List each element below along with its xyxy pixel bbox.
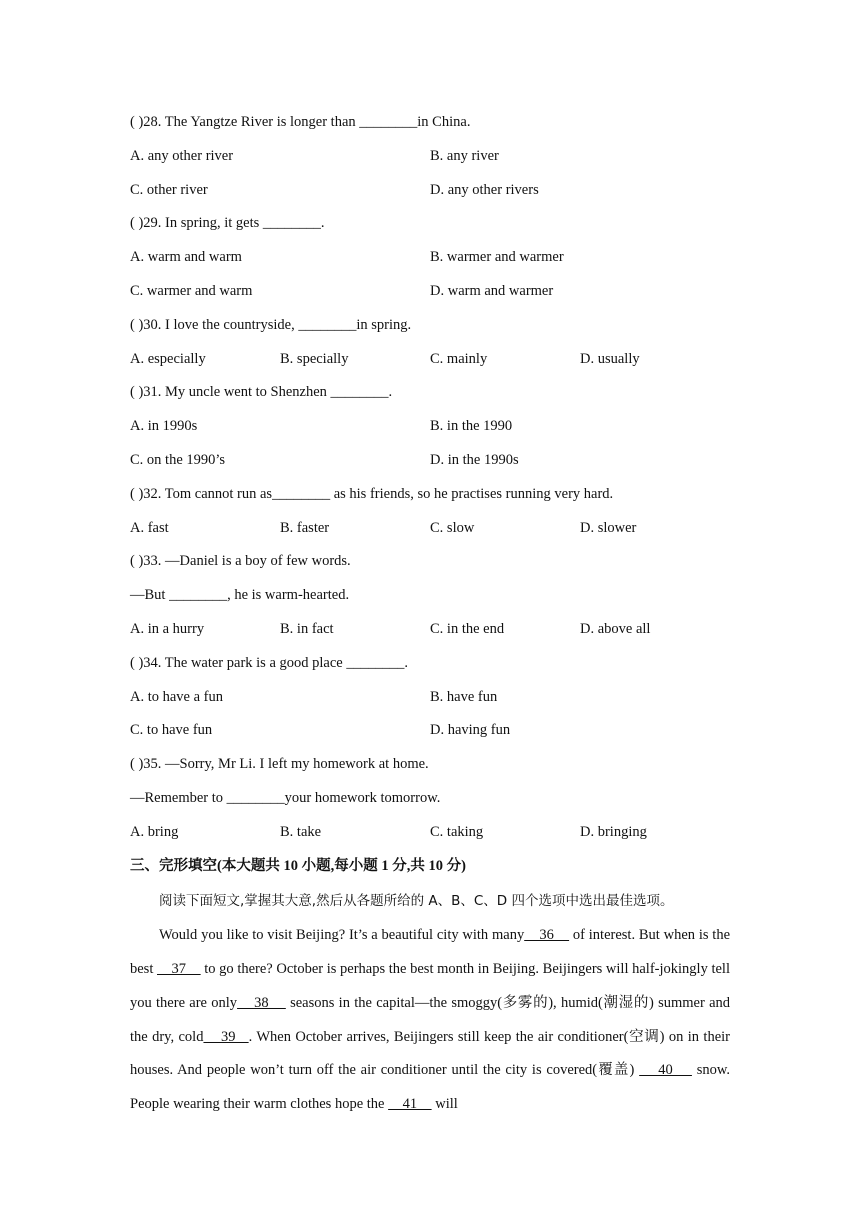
cloze-instruction	[130, 885, 730, 919]
question-stem: ( )32. Tom cannot run as________ as his friends, so he practises running very hard.	[130, 485, 614, 502]
answer-option[interactable]: B. in the 1990	[430, 418, 513, 435]
blank-39: 39	[203, 1028, 249, 1045]
option-row	[130, 412, 730, 446]
passage-text: seasons in the capital—the smoggy(多雾的), humid(潮湿的) summer and the dry, cold	[130, 994, 731, 1045]
answer-option[interactable]: A. to have a fun	[130, 688, 224, 705]
option-row	[130, 277, 730, 311]
option-row	[130, 818, 730, 852]
answer-option[interactable]: D. usually	[580, 350, 640, 367]
answer-option[interactable]: C. in the end	[430, 620, 505, 637]
passage-text: . When October arrives, Beijingers still keep the air conditioner(空调) on in their houses. And people won’t turn off the air conditioner until the city is covered(覆盖)	[130, 1028, 730, 1079]
question-stem: ( )35. —Sorry, Mr Li. I left my homework at home.	[130, 756, 429, 773]
answer-option[interactable]: C. to have fun	[130, 722, 213, 739]
answer-option[interactable]: A. any other river	[130, 147, 234, 164]
question-stem-reply: —Remember to ________your homework tomorrow.	[130, 789, 441, 806]
option-row	[130, 683, 730, 717]
answer-option[interactable]: B. in fact	[280, 620, 334, 637]
passage-text: will	[431, 1096, 458, 1113]
blank-40: 40	[639, 1062, 692, 1079]
question-stem: ( )29. In spring, it gets ________.	[130, 215, 325, 232]
question-stem-reply: —But ________, he is warm-hearted.	[130, 587, 350, 604]
answer-option[interactable]: D. warm and warmer	[430, 282, 554, 299]
option-row	[130, 716, 730, 750]
option-row	[130, 615, 730, 649]
option-row	[130, 446, 730, 480]
passage-text: to go there? October is perhaps the best month in Beijing. Beijingers will half-jokingly tell you there are only	[130, 960, 730, 1011]
question-stem: ( )34. The water park is a good place ________.	[130, 654, 408, 671]
answer-option[interactable]: C. slow	[430, 519, 475, 536]
passage-text: snow. People wearing their warm clothes hope the	[130, 1062, 730, 1113]
exam-page	[130, 108, 730, 1122]
answer-option[interactable]: A. bring	[130, 823, 179, 840]
blank-41: 41	[388, 1096, 432, 1113]
answer-option[interactable]: C. mainly	[430, 350, 488, 367]
question-stem: ( )30. I love the countryside, ________in spring.	[130, 316, 412, 333]
answer-option[interactable]: A. especially	[130, 350, 206, 367]
answer-option[interactable]: C. on the 1990’s	[130, 451, 226, 468]
answer-option[interactable]: C. other river	[130, 181, 208, 198]
answer-option[interactable]: A. warm and warm	[130, 249, 242, 266]
option-row	[130, 345, 730, 379]
cloze-passage	[130, 919, 730, 1122]
answer-option[interactable]: D. having fun	[430, 722, 511, 739]
answer-option[interactable]: B. have fun	[430, 688, 498, 705]
answer-option[interactable]: C. warmer and warm	[130, 282, 253, 299]
option-row	[130, 243, 730, 277]
answer-option[interactable]: C. taking	[430, 823, 484, 840]
blank-38: 38	[237, 994, 286, 1011]
answer-option[interactable]: D. slower	[580, 519, 637, 536]
answer-option[interactable]: B. any river	[430, 147, 499, 164]
answer-option[interactable]: B. take	[280, 823, 322, 840]
answer-option[interactable]: A. fast	[130, 519, 169, 536]
option-row	[130, 514, 730, 548]
answer-option[interactable]: A. in a hurry	[130, 620, 205, 637]
answer-option[interactable]: A. in 1990s	[130, 418, 198, 435]
passage-text: Would you like to visit Beijing? It’s a beautiful city with many	[159, 927, 525, 944]
answer-option[interactable]: D. any other rivers	[430, 181, 539, 198]
question-stem: ( )28. The Yangtze River is longer than ________in China.	[130, 114, 471, 130]
question-stem: ( )31. My uncle went to Shenzhen ________.	[130, 384, 393, 401]
question-list	[130, 108, 730, 852]
answer-option[interactable]: D. above all	[580, 620, 651, 637]
passage-text: of interest. But when is the best	[130, 927, 731, 977]
blank-36: 36	[524, 927, 570, 944]
answer-option[interactable]: D. bringing	[580, 823, 647, 840]
question-stem: ( )33. —Daniel is a boy of few words.	[130, 553, 351, 570]
option-row	[130, 142, 730, 176]
answer-option[interactable]: D. in the 1990s	[430, 451, 519, 468]
answer-option[interactable]: B. faster	[280, 519, 330, 536]
option-row	[130, 176, 730, 210]
section-title: 三、完形填空(本大题共 10 小题,每小题 1 分,共 10 分)	[130, 857, 466, 874]
answer-option[interactable]: B. warmer and warmer	[430, 249, 564, 266]
blank-37: 37	[157, 960, 201, 977]
answer-option[interactable]: B. specially	[280, 350, 349, 367]
instruction-text: 阅读下面短文,掌握其大意,然后从各题所给的 A、B、C、D 四个选项中选出最佳选项。	[159, 893, 674, 910]
